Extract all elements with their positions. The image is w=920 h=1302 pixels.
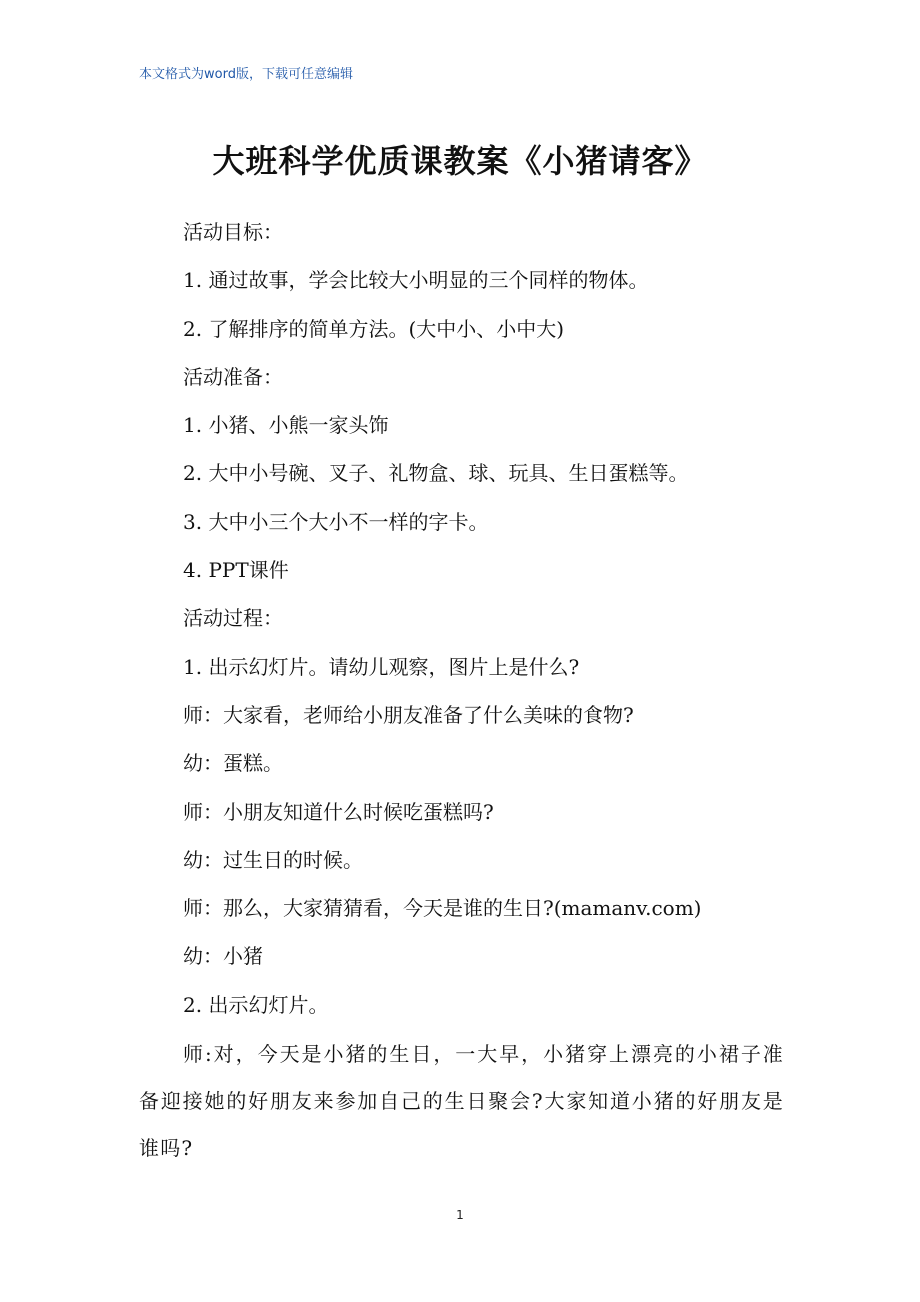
text-line: 师：大家看，老师给小朋友准备了什么美味的食物? bbox=[183, 702, 634, 727]
text-line: 幼：小猪 bbox=[183, 944, 263, 969]
header-note: 本文格式为word版，下载可任意编辑 bbox=[139, 67, 353, 82]
text-line: 4. PPT课件 bbox=[183, 558, 289, 583]
text-line: 活动目标： bbox=[183, 220, 283, 244]
page-number: 1 bbox=[456, 1208, 464, 1222]
text-line: 1. 通过故事，学会比较大小明显的三个同样的物体。 bbox=[183, 268, 649, 293]
text-line: 1. 小猪、小熊一家头饰 bbox=[183, 413, 389, 438]
text-line: 2. 了解排序的简单方法。(大中小、小中大) bbox=[183, 316, 565, 341]
text-line: 活动过程： bbox=[183, 606, 283, 631]
text-line: 2. 出示幻灯片。 bbox=[183, 992, 329, 1017]
text-line: 3. 大中小三个大小不一样的字卡。 bbox=[183, 509, 489, 534]
text-line: 1. 出示幻灯片。请幼儿观察，图片上是什么? bbox=[183, 654, 580, 679]
text-line: 活动准备： bbox=[183, 364, 283, 389]
document-title: 大班科学优质课教案《小猪请客》 bbox=[212, 142, 708, 180]
text-line: 幼：过生日的时候。 bbox=[183, 847, 363, 872]
text-line: 幼：蛋糕。 bbox=[183, 751, 283, 776]
text-line: 师：小朋友知道什么时候吃蛋糕吗? bbox=[183, 799, 494, 824]
body-paragraph: 师:对，今天是小猪的生日，一大早，小猪穿上漂亮的小裙子准备迎接她的好朋友来参加自己的生日聚会?大家知道小猪的好朋友是谁吗? bbox=[139, 1042, 784, 1161]
text-line: 师：那么，大家猜猜看，今天是谁的生日?(mamanv.com) bbox=[183, 896, 702, 921]
document-body bbox=[139, 208, 784, 1172]
text-line: 2. 大中小号碗、叉子、礼物盒、球、玩具、生日蛋糕等。 bbox=[183, 461, 689, 486]
